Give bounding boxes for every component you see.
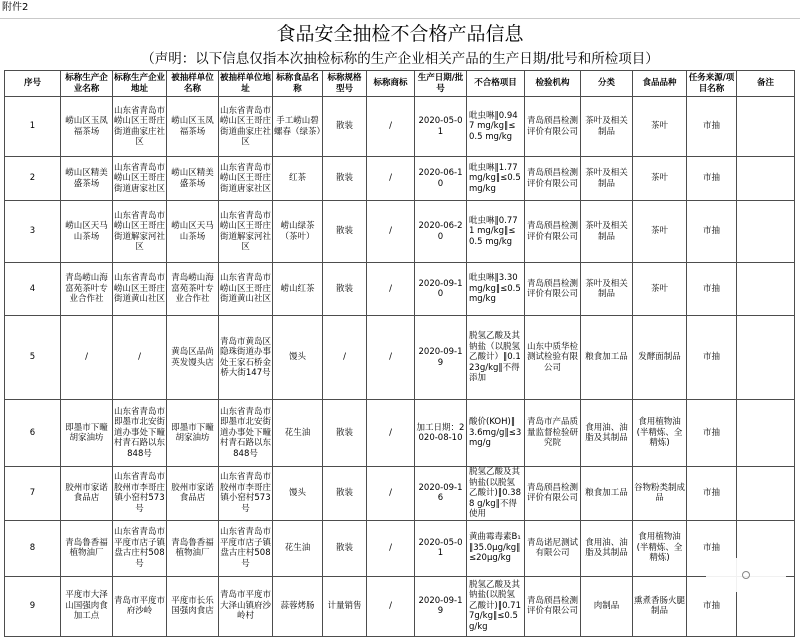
cell-category: 茶叶及相关制品 <box>581 263 633 316</box>
cell-sampled-unit: 平度市长乐国强肉食店 <box>167 576 219 636</box>
cell-food-variety: 食用植物油(半精炼、全精炼) <box>633 520 687 576</box>
table-row <box>5 576 795 636</box>
header-cell: 生产日期/批号 <box>415 71 467 97</box>
cell-producer-address: / <box>113 316 167 400</box>
cell-producer-name: 崂山区玉凤福茶场 <box>61 97 113 157</box>
cell-food-name: 馒头 <box>273 467 323 521</box>
cell-food-name: 崂山红茶 <box>273 263 323 316</box>
cell-inspection-agency: 青岛颀昌检测评价有限公司 <box>525 97 581 157</box>
cell-category: 粮食加工品 <box>581 316 633 400</box>
cell-category: 粮食加工品 <box>581 467 633 521</box>
cell-producer-name: / <box>61 316 113 400</box>
table-row <box>5 400 795 467</box>
cell-sampled-address: 山东省青岛市平度市店子镇盘古庄村508号 <box>219 520 273 576</box>
attachment-label: 附件2 <box>2 2 29 13</box>
cell-sampled-unit: 即墨市下疃胡家油坊 <box>167 400 219 467</box>
cell-trademark: / <box>367 157 415 201</box>
header-cell: 序号 <box>5 71 61 97</box>
table-row <box>5 467 795 521</box>
header-row <box>5 71 795 97</box>
cell-task-source: 市抽 <box>687 576 737 636</box>
cell-category: 食用油、油脂及其制品 <box>581 400 633 467</box>
header-cell: 分类 <box>581 71 633 97</box>
cell-sampled-address: 山东省青岛市崂山区王哥庄街道曲家庄社区 <box>219 97 273 157</box>
cell-spec: 散装 <box>323 520 367 576</box>
cell-food-name: 手工崂山碧螺春（绿茶） <box>273 97 323 157</box>
cell-producer-name: 胶州市家诺食品店 <box>61 467 113 521</box>
cell-date: 2020-05-01 <box>415 520 467 576</box>
cell-date: 2020-09-16 <box>415 467 467 521</box>
cell-spec: 散装 <box>323 201 367 263</box>
statement-text: （声明：以下信息仅指本次抽检标称的生产企业相关产品的生产日期/批号和所检项目） <box>141 51 659 67</box>
sheet-gridline <box>0 18 800 19</box>
cell-sampled-unit: 青岛鲁香福植物油厂 <box>167 520 219 576</box>
cell-producer-address: 山东省青岛市胶州市李哥庄镇小窑村573号 <box>113 467 167 521</box>
cell-trademark: / <box>367 201 415 263</box>
cell-failed-item: 吡虫啉‖0.947 mg/kg‖≤0.5 mg/kg <box>467 97 525 157</box>
cell-inspection-agency: 青岛颀昌检测评价有限公司 <box>525 576 581 636</box>
header-cell: 被抽样单位名称 <box>167 71 219 97</box>
table-row <box>5 157 795 201</box>
cell-failed-item: 酸价(KOH)‖3.6mg/g‖≤3mg/g <box>467 400 525 467</box>
cell-index: 5 <box>5 316 61 400</box>
cell-inspection-agency: 青岛颀昌检测评价有限公司 <box>525 467 581 521</box>
cell-failed-item: 吡虫啉‖3.30 mg/kg‖≤0.5 mg/kg <box>467 263 525 316</box>
table-row <box>5 263 795 316</box>
cell-trademark: / <box>367 400 415 467</box>
cell-sampled-unit: 崂山区玉凤福茶场 <box>167 97 219 157</box>
cell-food-name: 花生油 <box>273 520 323 576</box>
cell-food-variety: 熏煮香肠火腿制品 <box>633 576 687 636</box>
header-cell: 标称生产企业地址 <box>113 71 167 97</box>
cell-trademark: / <box>367 467 415 521</box>
cell-inspection-agency: 山东中质华检测试检验有限公司 <box>525 316 581 400</box>
header-cell: 不合格项目 <box>467 71 525 97</box>
header-cell: 被抽样单位地址 <box>219 71 273 97</box>
header-cell: 标称商标 <box>367 71 415 97</box>
cell-date: 2020-09-19 <box>415 316 467 400</box>
cell-producer-address: 山东省青岛市即墨市北安街道办事处下疃村青石路以东848号 <box>113 400 167 467</box>
cell-food-variety: 食用植物油(半精炼、全精炼) <box>633 400 687 467</box>
cell-food-name: 花生油 <box>273 400 323 467</box>
header-cell: 标称规格型号 <box>323 71 367 97</box>
cell-category: 食用油、油脂及其制品 <box>581 520 633 576</box>
cell-index: 4 <box>5 263 61 316</box>
cell-inspection-agency: 青岛颀昌检测评价有限公司 <box>525 201 581 263</box>
cell-sampled-address: 青岛市黄岛区隐珠街道办事处王家石桥金桥大街147号 <box>219 316 273 400</box>
cell-failed-item: 脱氢乙酸及其钠盐(以脱氢乙酸计)‖0.388 g/kg‖不得使用 <box>467 467 525 521</box>
cell-producer-name: 青岛鲁香福植物油厂 <box>61 520 113 576</box>
cell-remark <box>737 400 795 467</box>
cell-failed-item: 黄曲霉毒素B₁‖35.0μg/kg‖≤20μg/kg <box>467 520 525 576</box>
cell-food-name: 蒜蓉烤肠 <box>273 576 323 636</box>
cell-trademark: / <box>367 316 415 400</box>
table-row <box>5 316 795 400</box>
cell-index: 3 <box>5 201 61 263</box>
cell-failed-item: 吡虫啉‖0.771 mg/kg‖≤0.5 mg/kg <box>467 201 525 263</box>
cell-spec: 计量销售 <box>323 576 367 636</box>
cell-producer-address: 山东省青岛市崂山区王哥庄街道曲家庄社区 <box>113 97 167 157</box>
cell-date: 加工日期：2020-08-10 <box>415 400 467 467</box>
cell-food-name: 崂山绿茶（茶叶） <box>273 201 323 263</box>
cell-producer-name: 崂山区精美盛茶场 <box>61 157 113 201</box>
cell-category: 茶叶及相关制品 <box>581 201 633 263</box>
cell-sampled-unit: 黄岛区品尚英发馒头店 <box>167 316 219 400</box>
cell-index: 7 <box>5 467 61 521</box>
cell-producer-name: 青岛崂山海富苑茶叶专业合作社 <box>61 263 113 316</box>
cell-failed-item: 脱氢乙酸及其钠盐(以脱氢乙酸计)‖0.717g/kg‖≤0.5g/kg <box>467 576 525 636</box>
cell-spec: 散装 <box>323 467 367 521</box>
cell-task-source: 市抽 <box>687 201 737 263</box>
header-cell: 备注 <box>737 71 795 97</box>
cell-remark <box>737 467 795 521</box>
cell-task-source: 市抽 <box>687 467 737 521</box>
cell-sampled-address: 山东省青岛市崂山区王哥庄街道唐家社区 <box>219 157 273 201</box>
page-title: 食品安全抽检不合格产品信息 <box>276 23 524 45</box>
cell-index: 6 <box>5 400 61 467</box>
cell-failed-item: 脱氢乙酸及其钠盐（以脱氢乙酸计）‖0.123g/kg‖不得添加 <box>467 316 525 400</box>
table-row <box>5 97 795 157</box>
cell-food-name: 红茶 <box>273 157 323 201</box>
cell-task-source: 市抽 <box>687 97 737 157</box>
cell-inspection-agency: 青岛颀昌检测评价有限公司 <box>525 263 581 316</box>
cell-food-variety: 谷物粉类制成品 <box>633 467 687 521</box>
cell-sampled-address: 山东省青岛市胶州市李哥庄镇小窑村573号 <box>219 467 273 521</box>
cell-trademark: / <box>367 263 415 316</box>
cell-sampled-unit: 崂山区精美盛茶场 <box>167 157 219 201</box>
cell-index: 2 <box>5 157 61 201</box>
cell-producer-address: 山东省青岛市崂山区王哥庄街道解家河社区 <box>113 201 167 263</box>
watermark-overlay <box>706 558 786 592</box>
watermark-icon <box>742 571 750 579</box>
cell-date: 2020-09-10 <box>415 263 467 316</box>
cell-food-variety: 茶叶 <box>633 157 687 201</box>
cell-food-variety: 茶叶 <box>633 201 687 263</box>
cell-task-source: 市抽 <box>687 400 737 467</box>
cell-remark <box>737 97 795 157</box>
header-cell: 任务来源/项目名称 <box>687 71 737 97</box>
cell-remark <box>737 157 795 201</box>
data-table <box>4 70 795 637</box>
cell-producer-name: 平度市大泽山国强肉食加工点 <box>61 576 113 636</box>
cell-sampled-address: 青岛市平度市大泽山镇府沙岭村 <box>219 576 273 636</box>
cell-producer-name: 即墨市下疃胡家油坊 <box>61 400 113 467</box>
header-cell: 食品品种 <box>633 71 687 97</box>
cell-food-name: 馒头 <box>273 316 323 400</box>
cell-producer-address: 山东省青岛市崂山区王哥庄街道唐家社区 <box>113 157 167 201</box>
header-cell: 标称食品名称 <box>273 71 323 97</box>
cell-producer-name: 崂山区天马山茶场 <box>61 201 113 263</box>
header-cell: 检验机构 <box>525 71 581 97</box>
cell-failed-item: 吡虫啉‖1.77 mg/kg‖≤0.5 mg/kg <box>467 157 525 201</box>
cell-spec: 散装 <box>323 400 367 467</box>
table-row <box>5 520 795 576</box>
cell-trademark: / <box>367 97 415 157</box>
cell-sampled-unit: 胶州市家诺食品店 <box>167 467 219 521</box>
cell-producer-address: 山东省青岛市平度市店子镇盘古庄村508号 <box>113 520 167 576</box>
cell-sampled-address: 山东省青岛市崂山区王哥庄街道黄山社区 <box>219 263 273 316</box>
cell-inspection-agency: 青岛颀昌检测评价有限公司 <box>525 157 581 201</box>
cell-remark <box>737 201 795 263</box>
cell-date: 2020-05-01 <box>415 97 467 157</box>
cell-task-source: 市抽 <box>687 316 737 400</box>
cell-spec: 散装 <box>323 97 367 157</box>
cell-inspection-agency: 青岛市产品质量监督检验研究院 <box>525 400 581 467</box>
cell-index: 1 <box>5 97 61 157</box>
header-cell: 标称生产企业名称 <box>61 71 113 97</box>
table-row <box>5 201 795 263</box>
cell-task-source: 市抽 <box>687 263 737 316</box>
cell-category: 茶叶及相关制品 <box>581 97 633 157</box>
cell-remark <box>737 316 795 400</box>
cell-sampled-unit: 青岛崂山海富苑茶叶专业合作社 <box>167 263 219 316</box>
cell-inspection-agency: 青岛诺尼测试有限公司 <box>525 520 581 576</box>
cell-spec: 散装 <box>323 263 367 316</box>
cell-food-variety: 发酵面制品 <box>633 316 687 400</box>
cell-sampled-address: 山东省青岛市崂山区王哥庄街道解家河社区 <box>219 201 273 263</box>
cell-index: 8 <box>5 520 61 576</box>
cell-task-source: 市抽 <box>687 520 737 576</box>
cell-spec: / <box>323 316 367 400</box>
cell-sampled-address: 山东省青岛市即墨市北安街道办事处下疃村青石路以东848号 <box>219 400 273 467</box>
cell-producer-address: 山东省青岛市崂山区王哥庄街道黄山社区 <box>113 263 167 316</box>
cell-food-variety: 茶叶 <box>633 263 687 316</box>
cell-trademark: / <box>367 576 415 636</box>
cell-producer-address: 青岛市平度市府沙岭 <box>113 576 167 636</box>
cell-trademark: / <box>367 520 415 576</box>
cell-remark <box>737 263 795 316</box>
cell-task-source: 市抽 <box>687 157 737 201</box>
cell-date: 2020-06-10 <box>415 157 467 201</box>
cell-date: 2020-06-20 <box>415 201 467 263</box>
cell-sampled-unit: 崂山区天马山茶场 <box>167 201 219 263</box>
cell-category: 茶叶及相关制品 <box>581 157 633 201</box>
cell-index: 9 <box>5 576 61 636</box>
cell-spec: 散装 <box>323 157 367 201</box>
cell-food-variety: 茶叶 <box>633 97 687 157</box>
cell-category: 肉制品 <box>581 576 633 636</box>
cell-date: 2020-09-19 <box>415 576 467 636</box>
